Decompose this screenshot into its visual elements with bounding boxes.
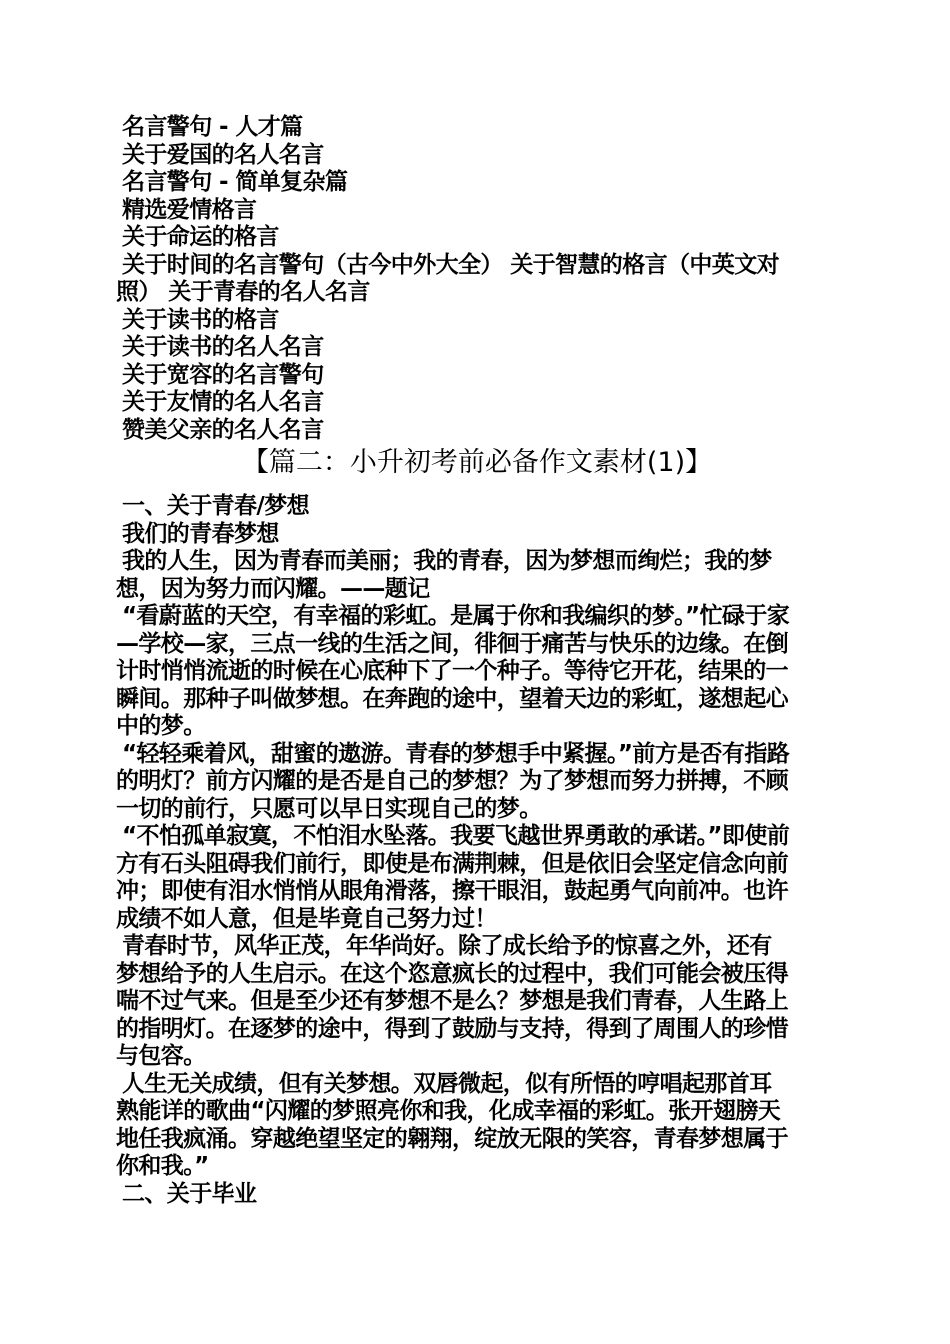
list-item[interactable]: 名言警句 - 人才篇 xyxy=(122,114,303,140)
section-title: 【篇二：小升初考前必备作文素材(1)】 xyxy=(241,447,713,478)
paragraph-line: 方有石头阻碍我们前行，即使是布满荆棘，但是依旧会坚定信念向前 xyxy=(116,850,789,877)
list-item[interactable]: 关于读书的名人名言 xyxy=(122,334,324,360)
list-item[interactable]: 关于爱国的名人名言 xyxy=(122,141,324,168)
list-item[interactable]: 名言警句 - 简单复杂篇 xyxy=(122,169,348,195)
paragraph-line: 喘不过气来。但是至少还有梦想不是么？梦想是我们青春，人生路上 xyxy=(116,988,789,1014)
paragraph-line: —学校—家，三点一线的生活之间，徘徊于痛苦与快乐的边缘。在倒 xyxy=(116,630,789,657)
paragraph-line: 你和我。” xyxy=(116,1153,209,1179)
essay-body xyxy=(116,493,838,1208)
paragraph xyxy=(116,741,838,824)
paragraph-line: 一切的前行，只愿可以早日实现自己的梦。 xyxy=(116,795,542,822)
paragraph-line: 我的人生，因为青春而美丽；我的青春，因为梦想而绚烂；我的梦 xyxy=(122,548,772,574)
paragraph-line: 成绩不如人意，但是毕竟自己努力过！ xyxy=(116,905,497,932)
paragraph-line: 中的梦。 xyxy=(116,713,206,739)
paragraph-line: 计时悄悄流逝的时候在心底种下了一个种子。等待它开花，结果的一 xyxy=(116,658,789,684)
paragraph-line: 梦想给予的人生启示。在这个恣意疯长的过程中，我们可能会被压得 xyxy=(116,960,789,987)
paragraph xyxy=(116,603,838,741)
paragraph-line: 熟能详的歌曲“闪耀的梦照亮你和我，化成幸福的彩虹。张开翅膀天 xyxy=(116,1098,781,1124)
list-item[interactable]: 关于读书的格言 xyxy=(122,306,279,333)
list-item[interactable]: 关于宽容的名言警句 xyxy=(122,361,324,388)
paragraph-line: 人生无关成绩，但有关梦想。双唇微起，似有所悟的哼唱起那首耳 xyxy=(122,1070,772,1097)
list-item[interactable]: 赞美父亲的名人名言 xyxy=(122,416,324,443)
paragraph-line: “轻轻乘着风，甜蜜的遨游。青春的梦想手中紧握。”前方是否有指路 xyxy=(122,740,790,767)
paragraph xyxy=(116,823,838,933)
paragraph-line: 的指明灯。在逐梦的途中，得到了鼓励与支持，得到了周围人的珍惜 xyxy=(116,1015,789,1042)
paragraph-line: “看蔚蓝的天空，有幸福的彩虹。是属于你和我编织的梦。”忙碌于家 xyxy=(122,603,790,629)
paragraph-line: 的明灯？前方闪耀的是否是自己的梦想？为了梦想而努力拼搏，不顾 xyxy=(116,768,789,794)
related-articles-list xyxy=(116,114,838,444)
list-item[interactable]: 关于友情的名人名言 xyxy=(122,389,324,415)
list-item-wrapped[interactable]: 关于时间的名言警句（古今中外大全） 关于智慧的格言（中英文对 xyxy=(122,251,780,278)
list-item-wrapped[interactable]: 照） 关于青春的名人名言 xyxy=(116,279,370,305)
paragraph xyxy=(116,1071,838,1181)
list-item[interactable]: 关于命运的格言 xyxy=(122,224,279,250)
document-page xyxy=(116,114,838,1208)
essay-title: 我们的青春梦想 xyxy=(122,520,279,547)
paragraph-line: 冲；即使有泪水悄悄从眼角滑落，擦干眼泪，鼓起勇气向前冲。也许 xyxy=(116,878,789,904)
sub-heading: 二、关于毕业 xyxy=(122,1180,257,1207)
paragraph-line: 想，因为努力而闪耀。——题记 xyxy=(116,575,430,602)
paragraph xyxy=(116,933,838,1071)
paragraph-line: 与包容。 xyxy=(116,1043,206,1069)
paragraph-line: “不怕孤单寂寞，不怕泪水坠落。我要飞越世界勇敢的承诺。”即使前 xyxy=(122,823,790,849)
sub-heading: 一、关于青春/梦想 xyxy=(122,493,310,519)
list-item[interactable]: 精选爱情格言 xyxy=(122,196,257,223)
paragraph-line: 地任我疯涌。穿越绝望坚定的翱翔，绽放无限的笑容，青春梦想属于 xyxy=(116,1125,789,1152)
paragraph-line: 青春时节，风华正茂，年华尚好。除了成长给予的惊喜之外，还有 xyxy=(122,933,772,959)
paragraph-line: 瞬间。那种子叫做梦想。在奔跑的途中，望着天边的彩虹，遂想起心 xyxy=(116,685,789,712)
paragraph xyxy=(116,548,838,603)
